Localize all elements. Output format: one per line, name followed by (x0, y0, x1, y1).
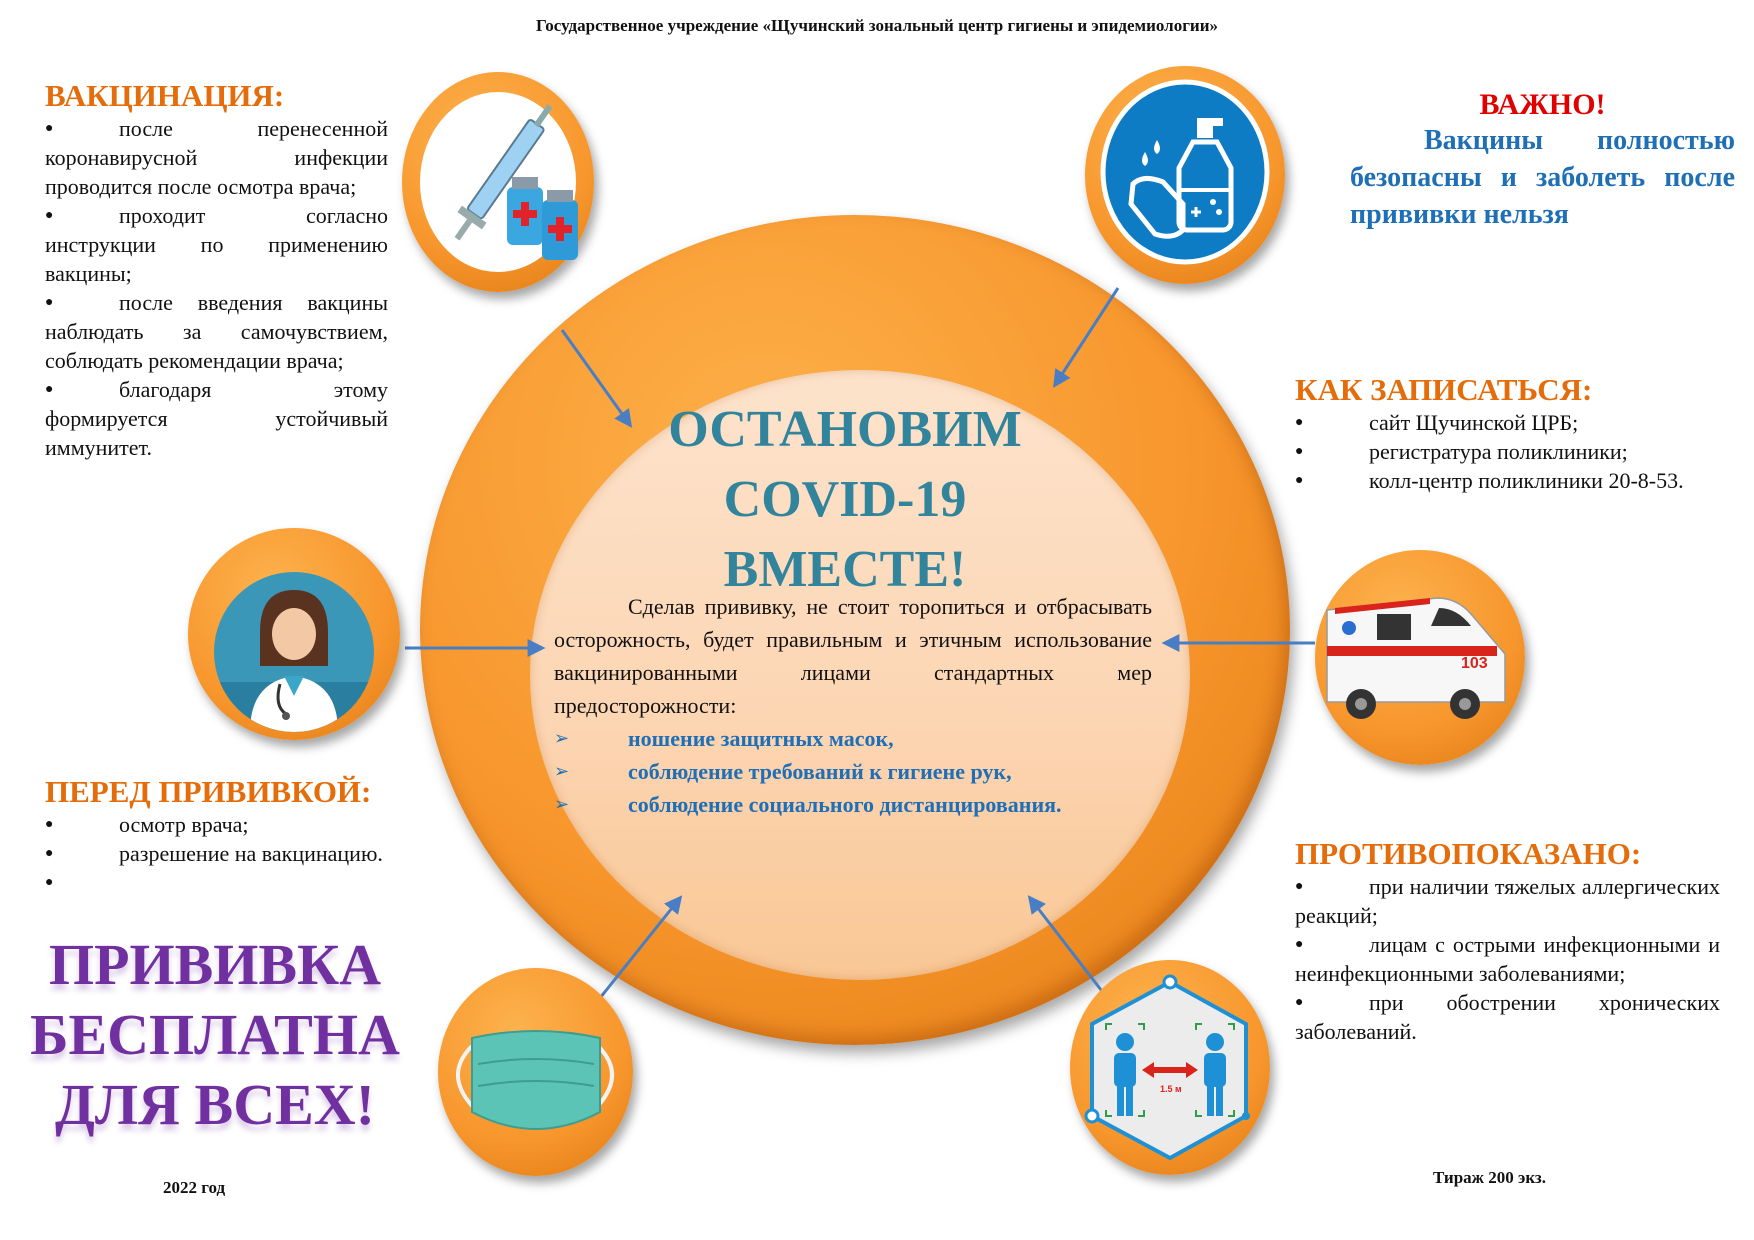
ambulance-number: 103 (1461, 655, 1488, 672)
distance-badge (1070, 960, 1270, 1175)
circulation-label: Тираж 200 экз. (1433, 1168, 1546, 1187)
list-item: ➢ соблюдение требований к гигиене рук, (554, 755, 1152, 788)
year-label: 2022 год (163, 1178, 226, 1197)
list-item: ● после перенесенной коронавирусной инфекции проводится после осмотра врача; (45, 114, 388, 201)
ambulance-icon (1315, 550, 1525, 765)
list-item (45, 868, 388, 897)
hand-hygiene-badge (1085, 66, 1285, 284)
before-vaccination-list (45, 810, 388, 897)
important-text: Вакцины полностью безопасны и заболеть после прививки нельзя (1350, 125, 1735, 230)
hand-sanitizer-icon (1085, 66, 1285, 284)
central-paragraph: Сделав прививку, не стоит торопиться и отбрасывать осторожность, будет правильным и этичным использование вакцинированными лицами стандартных мер предосторожности: (554, 594, 1152, 718)
free-vaccination-slogan (30, 930, 400, 1140)
organization-header: Государственное учреждение «Щучинский зональный центр гигиены и эпидемиологии» (535, 16, 1219, 35)
slogan-line: ПРИВИВКА (48, 932, 382, 997)
central-content (554, 590, 1152, 821)
list-item: ● при обострении хронических заболеваний. (1295, 988, 1720, 1046)
precautions-list (554, 722, 1152, 821)
social-distance-icon (1070, 960, 1270, 1175)
contraindications-section (1295, 836, 1720, 1046)
how-to-register-section (1295, 372, 1735, 495)
slogan-line: ДЛЯ ВСЕХ! (55, 1072, 375, 1137)
ambulance-badge (1315, 550, 1525, 765)
slogan-line: БЕСПЛАТНА (30, 1002, 400, 1067)
how-to-register-list (1295, 408, 1735, 495)
title-line: ВМЕСТЕ! (723, 541, 967, 598)
before-vaccination-heading: ПЕРЕД ПРИВИВКОЙ: (45, 774, 372, 809)
list-item: ● осмотр врача; (45, 810, 388, 839)
before-vaccination-section (45, 774, 388, 897)
list-item: ➢ соблюдение социального дистанцирования. (554, 788, 1152, 821)
doctor-badge (188, 528, 400, 740)
list-item: ● проходит согласно инструкции по применению вакцины; (45, 201, 388, 288)
face-mask-icon (438, 968, 633, 1176)
syringe-vaccine-icon (402, 72, 594, 292)
contraindications-list (1295, 872, 1720, 1046)
how-to-register-heading: КАК ЗАПИСАТЬСЯ: (1295, 372, 1593, 407)
important-title: ВАЖНО! (1479, 88, 1606, 121)
doctor-icon (214, 572, 374, 732)
mask-badge (438, 968, 633, 1176)
central-title (590, 395, 1100, 605)
distance-label: 1.5 м (1160, 1084, 1182, 1094)
contraindications-heading: ПРОТИВОПОКАЗАНО: (1295, 836, 1642, 871)
list-item: ● благодаря этому формируется устойчивый иммунитет. (45, 375, 388, 462)
list-item: ● регистратура поликлиники; (1295, 437, 1735, 466)
title-line: ОСТАНОВИМ (668, 401, 1022, 458)
syringe-badge (402, 72, 594, 292)
vaccination-heading: ВАКЦИНАЦИЯ: (45, 78, 285, 113)
list-item: ➢ ношение защитных масок, (554, 722, 1152, 755)
list-item: ● сайт Щучинской ЦРБ; (1295, 408, 1735, 437)
list-item: ● после введения вакцины наблюдать за самочувствием, соблюдать рекомендации врача; (45, 288, 388, 375)
important-section (1350, 88, 1735, 233)
list-item: ● при наличии тяжелых аллергических реакций; (1295, 872, 1720, 930)
vaccination-section (45, 78, 388, 462)
list-item: ● колл-центр поликлиники 20-8-53. (1295, 466, 1735, 495)
vaccination-list (45, 114, 388, 462)
list-item: ● разрешение на вакцинацию. (45, 839, 388, 868)
list-item: ● лицам с острыми инфекционными и неинфекционными заболеваниями; (1295, 930, 1720, 988)
title-line: COVID-19 (723, 471, 967, 528)
